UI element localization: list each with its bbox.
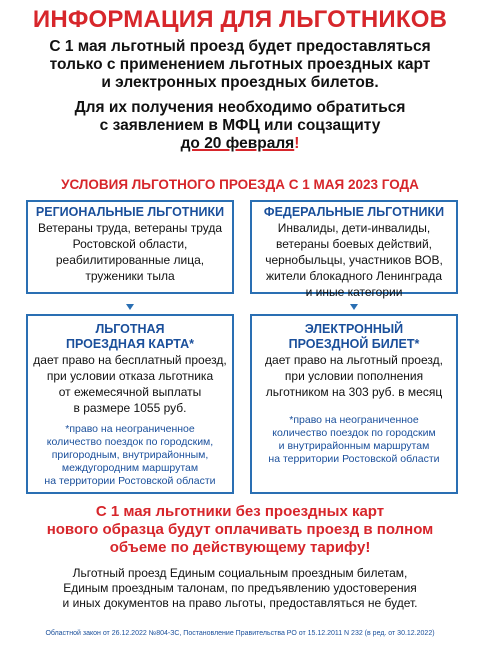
federal-line: чернобыльцы, участников ВОВ, [265,253,443,267]
ticket-line: льготником на 303 руб. в месяц [265,385,443,399]
card-note: количество поездок по городским, [46,436,214,448]
card-line: при условии отказа льготника [46,369,214,383]
card-line: в размере 1055 руб. [73,401,187,415]
card-line: дает право на бесплатный проезд, [33,353,227,367]
intro-instruction [0,99,480,153]
card-box [26,314,234,494]
intro-line: с заявлением в МФЦ или соцзащиту [99,117,381,134]
deadline-text: до 20 февраля [180,135,295,152]
page-title: ИНФОРМАЦИЯ ДЛЯ ЛЬГОТНИКОВ [32,6,448,33]
intro-line: С 1 мая льготный проезд будет предоставляться [49,38,431,55]
federal-box [250,200,458,299]
intro-line: и электронных проездных билетов. [101,74,379,91]
ticket-heading: ПРОЕЗДНОЙ БИЛЕТ* [288,337,420,351]
card-line: от ежемесячной выплаты [58,385,202,399]
warning-line: С 1 мая льготники без проездных карт [95,503,385,520]
notice-line: и иных документов на право льготы, предоставляться не будет. [62,596,418,610]
ticket-box [250,314,458,494]
card-heading: ЛЬГОТНАЯ [95,322,165,336]
regional-heading: РЕГИОНАЛЬНЫЕ ЛЬГОТНИКИ [35,205,225,219]
ticket-note: количество поездок по городским [272,427,436,439]
warning-line: нового образца будут оплачивать проезд в полном [46,521,434,538]
intro-line: только с применением льготных проездных карт [49,56,431,73]
ticket-heading: ЭЛЕКТРОННЫЙ [304,322,404,336]
notice-line: Льготный проезд Единым социальным проездным билетам, [72,566,408,580]
card-note: пригородным, внутрирайонным, [51,449,209,461]
federal-line: ветераны боевых действий, [275,237,433,251]
arrow-down-icon [126,304,134,310]
regional-line: реабилитированные лица, [55,253,205,267]
ticket-note: *право на неограниченное [289,414,419,426]
federal-heading: ФЕДЕРАЛЬНЫЕ ЛЬГОТНИКИ [263,205,445,219]
federal-line: жители блокадного Ленинграда [265,269,443,283]
intro-text [0,38,480,92]
card-note: на территории Ростовской области [44,475,216,487]
ticket-line: дает право на льготный проезд, [265,353,443,367]
notice-line: Единым проездным талонам, по предъявлению удостоверения [63,581,417,595]
regional-line: труженики тыла [85,269,175,283]
card-note: *право на неограниченное [65,423,195,435]
regional-box [26,200,234,294]
notice-text [0,566,480,611]
federal-line: и иные категории [305,285,403,299]
card-note: междугородним маршрутам [61,462,199,474]
ticket-line: при условии пополнения [284,369,424,383]
ticket-note: на территории Ростовской области [268,453,440,465]
federal-line: Инвалиды, дети-инвалиды, [277,221,431,235]
warning-text [0,503,480,557]
arrow-down-icon [350,304,358,310]
intro-line: Для их получения необходимо обратиться [74,99,406,116]
law-reference: Областной закон от 26.12.2022 №804-ЗС, Постановление Правительства РО от 15.12.2011 N 232 (в ред. от 30.12.2022) [45,630,435,637]
exclamation-mark: ! [294,135,300,152]
warning-line: объеме по действующему тарифу! [109,539,371,556]
conditions-title: УСЛОВИЯ ЛЬГОТНОГО ПРОЕЗДА С 1 МАЯ 2023 ГОДА [61,177,419,192]
regional-line: Ростовской области, [72,237,188,251]
ticket-note: и внутрирайонным маршрутам [278,440,430,452]
card-heading: ПРОЕЗДНАЯ КАРТА* [65,337,195,351]
regional-line: Ветераны труда, ветераны труда [37,221,223,235]
